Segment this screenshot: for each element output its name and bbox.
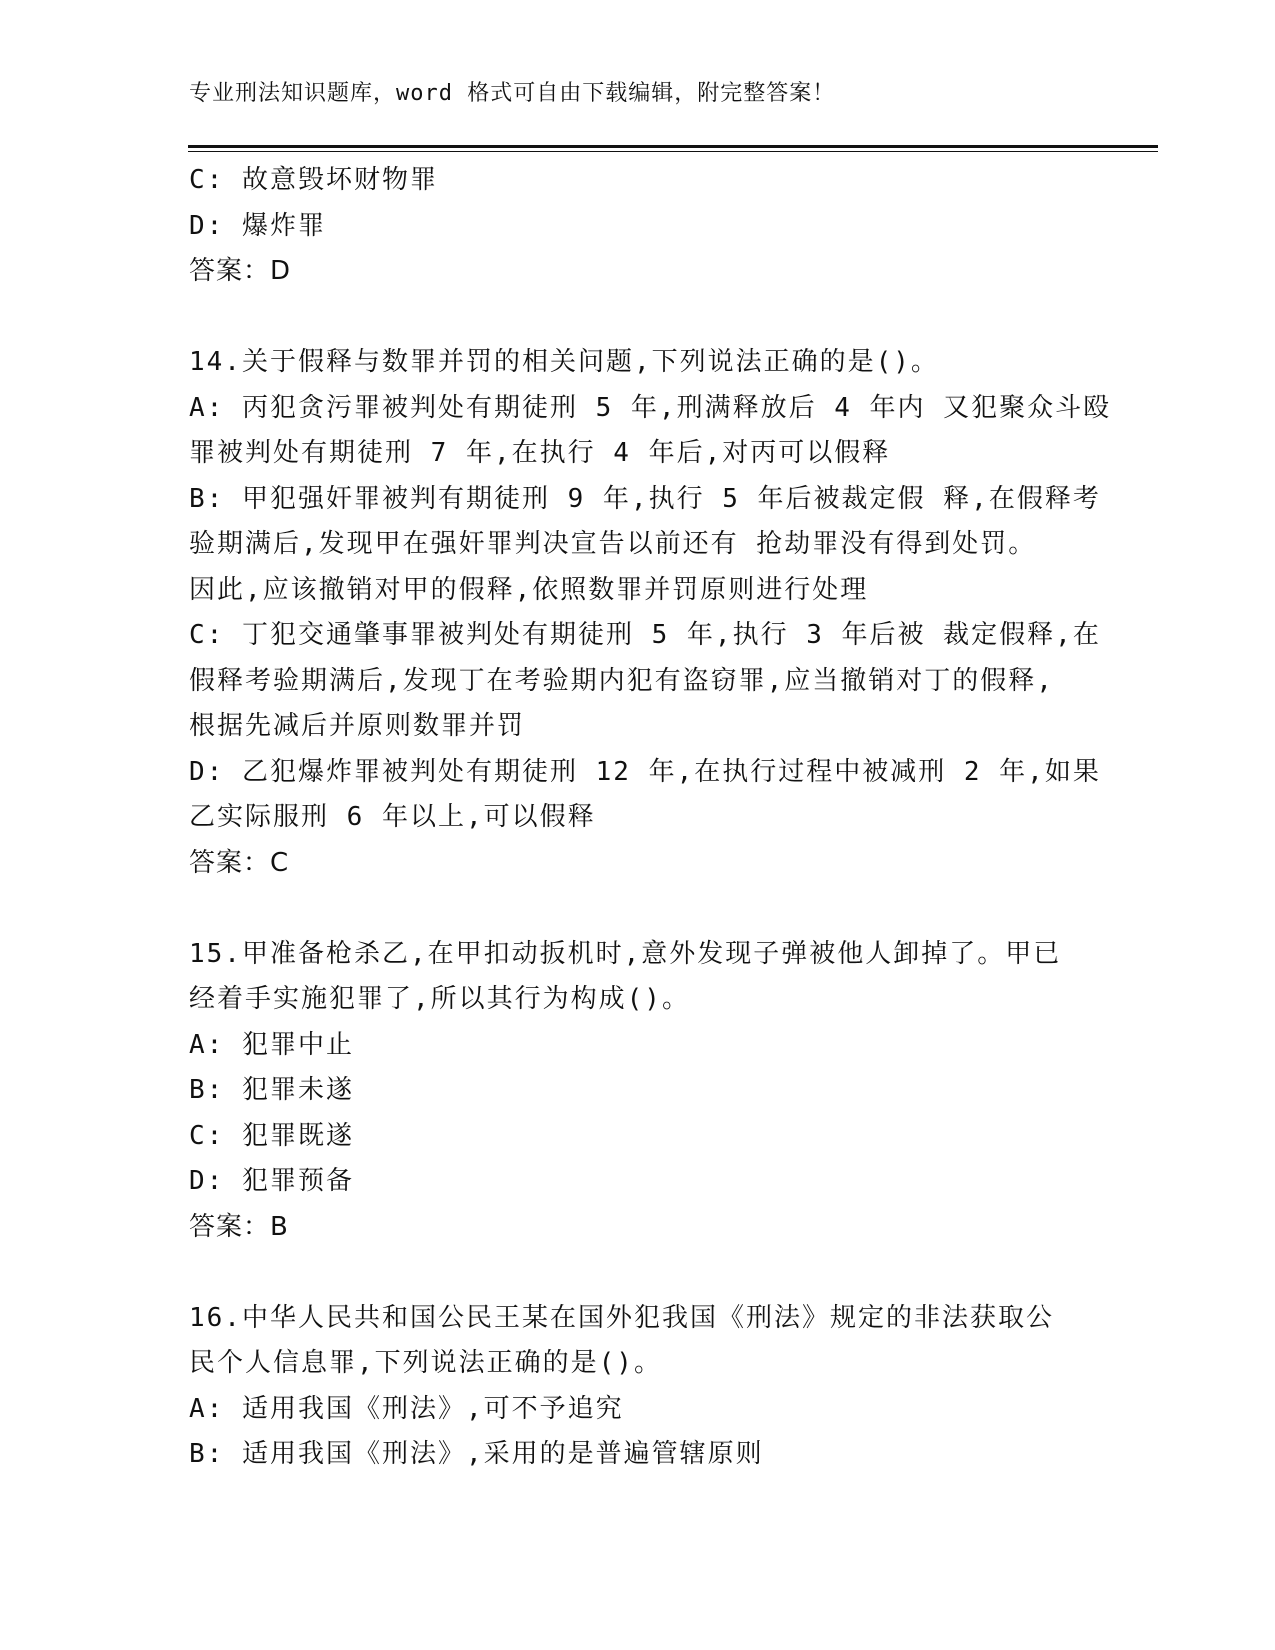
spacer <box>189 295 1089 341</box>
answer-line: 答案：D <box>189 256 292 286</box>
option-line: 罪被判处有期徒刑 7 年,在执行 4 年后,对丙可以假释 <box>189 438 891 468</box>
option-line: C: 故意毁坏财物罪 <box>189 165 438 195</box>
option-line: D: 爆炸罪 <box>189 210 326 241</box>
option-line: 假释考验期满后,发现丁在考验期内犯有盗窃罪,应当撤销对丁的假释, <box>189 665 1054 696</box>
option-line: 验期满后,发现甲在强奸罪判决宣告以前还有 抢劫罪没有得到处罚。 <box>189 529 1037 559</box>
option-line: C: 丁犯交通肇事罪被判处有期徒刑 5 年,执行 3 年后被 裁定假释,在 <box>189 620 1101 650</box>
option-line: 乙实际服刑 6 年以上,可以假释 <box>189 802 596 832</box>
header-rule-thick <box>188 145 1158 148</box>
option-line: D: 乙犯爆炸罪被判处有期徒刑 12 年,在执行过程中被减刑 2 年,如果 <box>189 756 1101 787</box>
answer-line: 答案：B <box>189 1211 289 1242</box>
option-line: 因此,应该撤销对甲的假释,依照数罪并罚原则进行处理 <box>189 574 869 605</box>
option-line: A: 丙犯贪污罪被判处有期徒刑 5 年,刑满释放后 4 年内 又犯聚众斗殴 <box>189 392 1112 423</box>
question-content <box>189 158 1112 1478</box>
header-rule-thin <box>188 151 1158 152</box>
page-header: 专业刑法知识题库，word 格式可自由下载编辑，附完整答案！ <box>189 81 836 106</box>
option-line: D: 犯罪预备 <box>189 1166 354 1196</box>
option-line: 根据先减后并原则数罪并罚 <box>189 711 526 741</box>
option-line: B: 犯罪未遂 <box>189 1075 354 1105</box>
question-stem: 16.中华人民共和国公民王某在国外犯我国《刑法》规定的非法获取公 <box>189 1302 1054 1333</box>
option-line: A: 犯罪中止 <box>189 1029 354 1060</box>
spacer <box>189 1250 1089 1296</box>
option-line: B: 甲犯强奸罪被判有期徒刑 9 年,执行 5 年后被裁定假 释,在假释考 <box>189 483 1101 514</box>
answer-line: 答案：C <box>189 847 290 878</box>
option-line: A: 适用我国《刑法》,可不予追究 <box>189 1393 624 1424</box>
question-stem: 民个人信息罪,下列说法正确的是()。 <box>189 1348 662 1378</box>
question-stem: 14.关于假释与数罪并罚的相关问题,下列说法正确的是()。 <box>189 347 939 377</box>
spacer <box>189 886 1089 932</box>
option-line: B: 适用我国《刑法》,采用的是普遍管辖原则 <box>189 1439 764 1469</box>
option-line: C: 犯罪既遂 <box>189 1120 354 1151</box>
question-stem: 15.甲准备枪杀乙,在甲扣动扳机时,意外发现子弹被他人卸掉了。甲已 <box>189 938 1062 969</box>
question-stem: 经着手实施犯罪了,所以其行为构成()。 <box>189 984 690 1014</box>
